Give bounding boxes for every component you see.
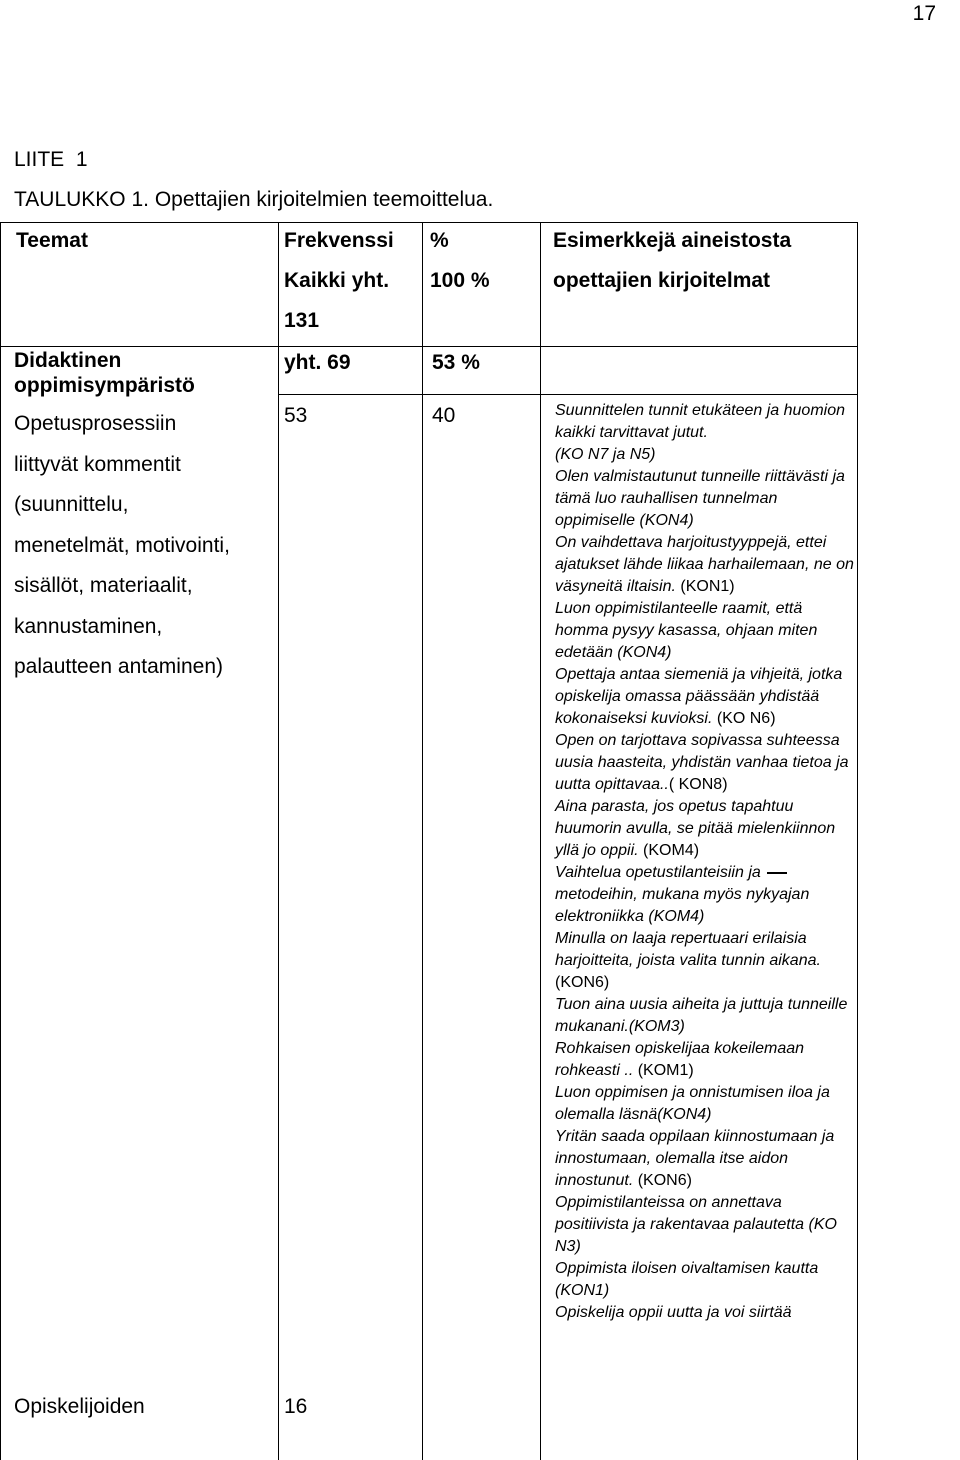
table-title: TAULUKKO 1. Opettajien kirjoitelmien teemoittelua. [14,188,494,211]
quote-text: Tuon aina uusia aiheita ja juttuja tunneille mukanani.(KOM3) [555,996,848,1035]
row1-theme-line: Opetusprosessiin [14,412,177,435]
col-divider-2 [422,222,423,1460]
quote-text: Vaihtelua opetustilanteisiin ja [555,864,761,881]
dash-mark [767,872,787,874]
quote-code: (KOM4) [638,842,700,859]
quote-item [555,1258,855,1302]
quote-text: Open on tarjottava sopivassa suhteessa uusia haasteita, yhdistän vanhaa tietoa ja uutta opittavaa.. [555,732,849,793]
quote-text: Aina parasta, jos opetus tapahtuu huumorin avulla, se pitää mielenkiinnon yllä jo oppii. [555,798,836,859]
quote-item [555,796,855,862]
quote-item [555,1038,855,1082]
quote-code: (KOM1) [633,1062,694,1079]
quote-item [555,1192,855,1258]
quote-item [555,730,855,796]
section-frequency: yht. 69 [284,351,351,374]
table-top-border [0,222,858,223]
quote-code: (KON1) [675,578,735,595]
row1-theme-line: liittyvät kommentit [14,452,181,476]
section-percent: 53 % [432,351,480,374]
quote-text: Luon oppimistilanteelle raamit, että homma pysyy kasassa, ohjaan miten edetään (KON4) [555,600,818,661]
quote-code: (KON6) [555,974,610,991]
col-divider-3 [540,222,541,1460]
quote-text: Rohkaisen opiskelijaa kokeilemaan rohkeasti .. [555,1040,805,1079]
quote-text: Yritän saada oppilaan kiinnostumaan ja innostumaan, olemalla itse aidon innostunut. [555,1128,835,1189]
quote-item [555,466,855,532]
quote-text: Oppimista iloisen oivaltamisen kautta (KON1) [555,1260,819,1299]
row1-theme-line: kannustaminen, [14,614,163,638]
row1-theme-line: sisällöt, materiaalit, [14,574,193,597]
row1-quotes [555,400,855,1324]
page-number: 17 [912,2,936,25]
header-frequency: Frekvenssi [284,229,394,252]
row1-theme-line: menetelmät, motivointi, [14,533,230,557]
header-examples-source: opettajien kirjoitelmat [553,269,771,292]
quote-code: ( KON8) [668,776,728,793]
quote-text: Olen valmistautunut tunneille riittävästi ja tämä luo rauhallisen tunnelman oppimiselle (KON4) [555,468,845,529]
quote-item [555,400,855,444]
col-divider-1 [278,222,279,1460]
quote-item [555,664,855,730]
row2-theme: Opiskelijoiden [14,1395,145,1418]
quote-item [555,928,855,994]
quote-text: Opiskelija oppii uutta ja voi siirtää [555,1304,792,1321]
quote-text: Opettaja antaa siemeniä ja vihjeitä, jotka opiskelija omassa päässään yhdistää kokonaiseksi kuvioksi. [555,666,843,727]
quote-text: Suunnittelen tunnit etukäteen ja huomion kaikki tarvittavat jutut. [555,402,845,441]
header-percent-total: 100 % [430,269,490,292]
header-percent: % [430,229,449,252]
quote-item [555,884,855,928]
quote-text: metodeihin, mukana myös nykyajan elektroniikka (KOM4) [555,886,810,925]
quote-text: (KO N7 ja N5) [555,446,656,463]
quote-item [555,532,855,598]
header-total: Kaikki yht. [284,269,390,292]
quote-text: On vaihdettava harjoitustyyppejä, ettei ajatukset lähde liikaa harhailemaan, ne on väsyneitä iltaisin. [555,534,854,595]
section-divider [278,394,858,395]
quote-item [555,1302,855,1324]
row1-frequency: 53 [284,404,308,427]
header-total-count: 131 [284,309,320,332]
section-label-line2: oppimisympäristö [14,374,195,397]
table-right-border [857,222,858,1460]
row1-percent: 40 [432,404,456,427]
row1-theme-line: palautteen antaminen) [14,655,223,678]
header-themes: Teemat [16,229,88,252]
section-label-line1: Didaktinen [14,349,122,372]
quote-item [555,1126,855,1192]
quote-item [555,444,855,466]
quote-text: Minulla on laaja repertuaari erilaisia harjoitteita, joista valita tunnin aikana. [555,930,821,969]
row1-theme-line: (suunnittelu, [14,493,129,516]
quote-code: (KON6) [633,1172,692,1189]
quote-item [555,598,855,664]
table-left-border [0,222,1,1460]
quote-text: Luon oppimisen ja onnistumisen iloa ja olemalla läsnä(KON4) [555,1084,830,1123]
header-divider [0,346,858,347]
quote-text: Oppimistilanteissa on annettava positiivista ja rakentavaa palautetta (KO N3) [555,1194,837,1255]
quote-item [555,994,855,1038]
quote-item [555,1082,855,1126]
row2-frequency: 16 [284,1395,308,1418]
quote-code: (KO N6) [712,710,776,727]
row1-theme [14,404,230,688]
quote-item [555,862,855,884]
appendix-label: LIITE 1 [14,148,88,171]
header-examples: Esimerkkejä aineistosta [553,229,792,252]
